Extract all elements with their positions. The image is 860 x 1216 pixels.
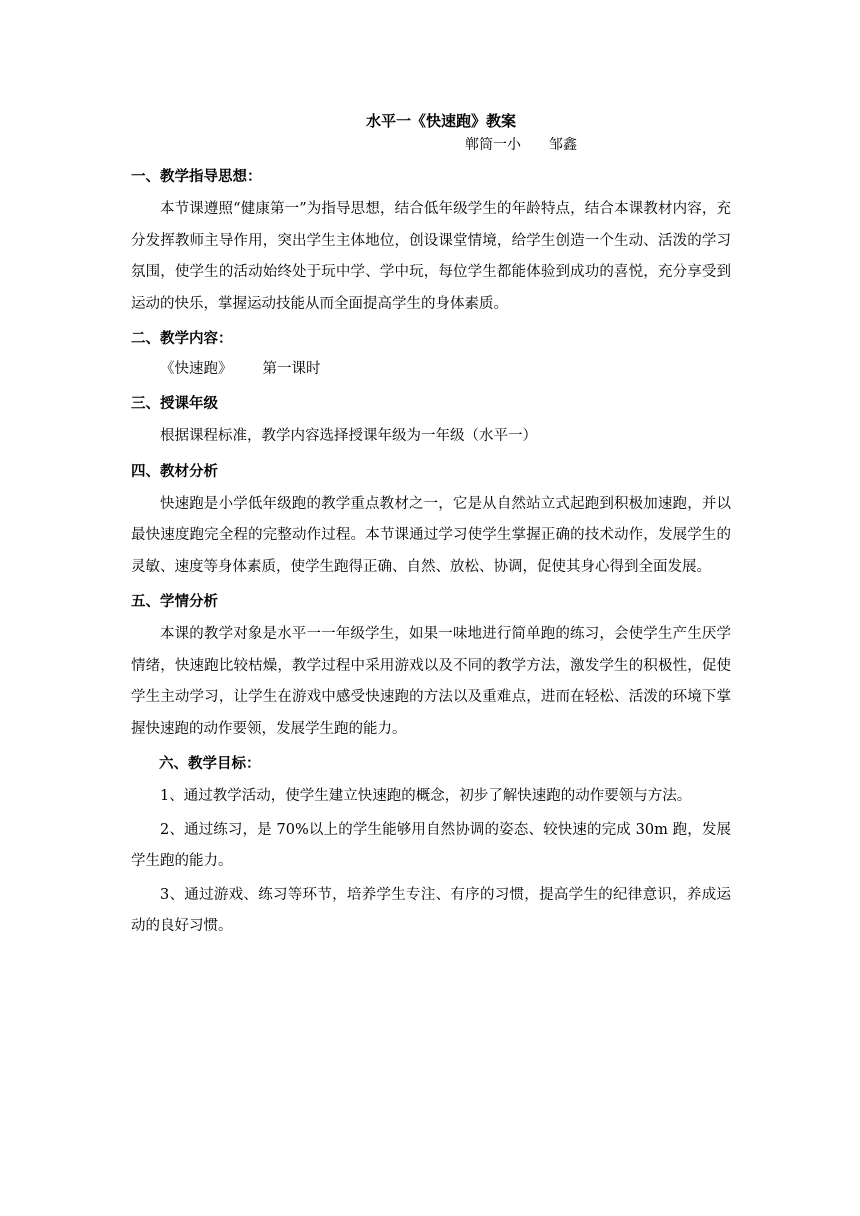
author-line (131, 134, 731, 158)
section-heading-teaching-content: 二、教学内容： (131, 330, 233, 347)
teaching-goal-item: 2、通过练习，是 70%以上的学生能够用自然协调的姿态、较快速的完成 30m 跑，发展学生跑的能力。 (131, 821, 731, 869)
teaching-content-line (131, 354, 731, 385)
author-school: 郸筒一小 (465, 137, 521, 153)
document-title: 水平一《快速跑》教案 (365, 112, 516, 130)
section-paragraph-grade: 根据课程标准，教学内容选择授课年级为一年级（水平一） (160, 428, 537, 444)
section-paragraph-student-analysis: 本课的教学对象是水平一一年级学生，如果一味地进行简单跑的练习，会使学生产生厌学情绪，快速跑比较枯燥，教学过程中采用游戏以及不同的教学方法，激发学生的积极性，促使学生主动学习，让学生在游戏中感受快速跑的方法以及重难点，进而在轻松、活泼的环境下掌握快速跑的动作要领，发展学生跑的能力。 (131, 626, 731, 737)
section-heading-material-analysis: 四、教材分析 (131, 462, 218, 480)
lesson-number: 第一课时 (262, 361, 321, 377)
document-body (131, 108, 731, 945)
section-heading-teaching-goals: 六、教学目标： (159, 755, 261, 772)
author-name: 邹鑫 (549, 137, 577, 153)
course-name: 《快速跑》 (160, 361, 233, 377)
teaching-goal-item: 1、通过教学活动，使学生建立快速跑的概念，初步了解快速跑的动作要领与方法。 (160, 788, 692, 804)
teaching-goal-item: 3、通过游戏、练习等环节，培养学生专注、有序的习惯，提高学生的纪律意识，养成运动的良好习惯。 (131, 886, 731, 934)
section-heading-grade: 三、授课年级 (131, 395, 218, 412)
section-paragraph-guiding-ideology: 本节课遵照“健康第一”为指导思想，结合低年级学生的年龄特点，结合本课教材内容，充分发挥教师主导作用，突出学生主体地位，创设课堂情境，给学生创造一个生动、活泼的学习氛围，使学生的活动始终处于玩中学、学中玩，每位学生都能体验到成功的喜悦，充分享受到运动的快乐，掌握运动技能从而全面提高学生的身体素质。 (131, 201, 731, 312)
section-heading-student-analysis: 五、学情分析 (131, 593, 218, 610)
section-paragraph-material-analysis: 快速跑是小学低年级跑的教学重点教材之一，它是从自然站立式起跑到积极加速跑，并以最快速度跑完全程的完整动作过程。本节课通过学习使学生掌握正确的技术动作，发展学生的灵敏、速度等身体素质，使学生跑得正确、自然、放松、协调，促使其身心得到全面发展。 (131, 495, 731, 575)
section-heading-guiding-ideology: 一、教学指导思想： (131, 168, 262, 185)
